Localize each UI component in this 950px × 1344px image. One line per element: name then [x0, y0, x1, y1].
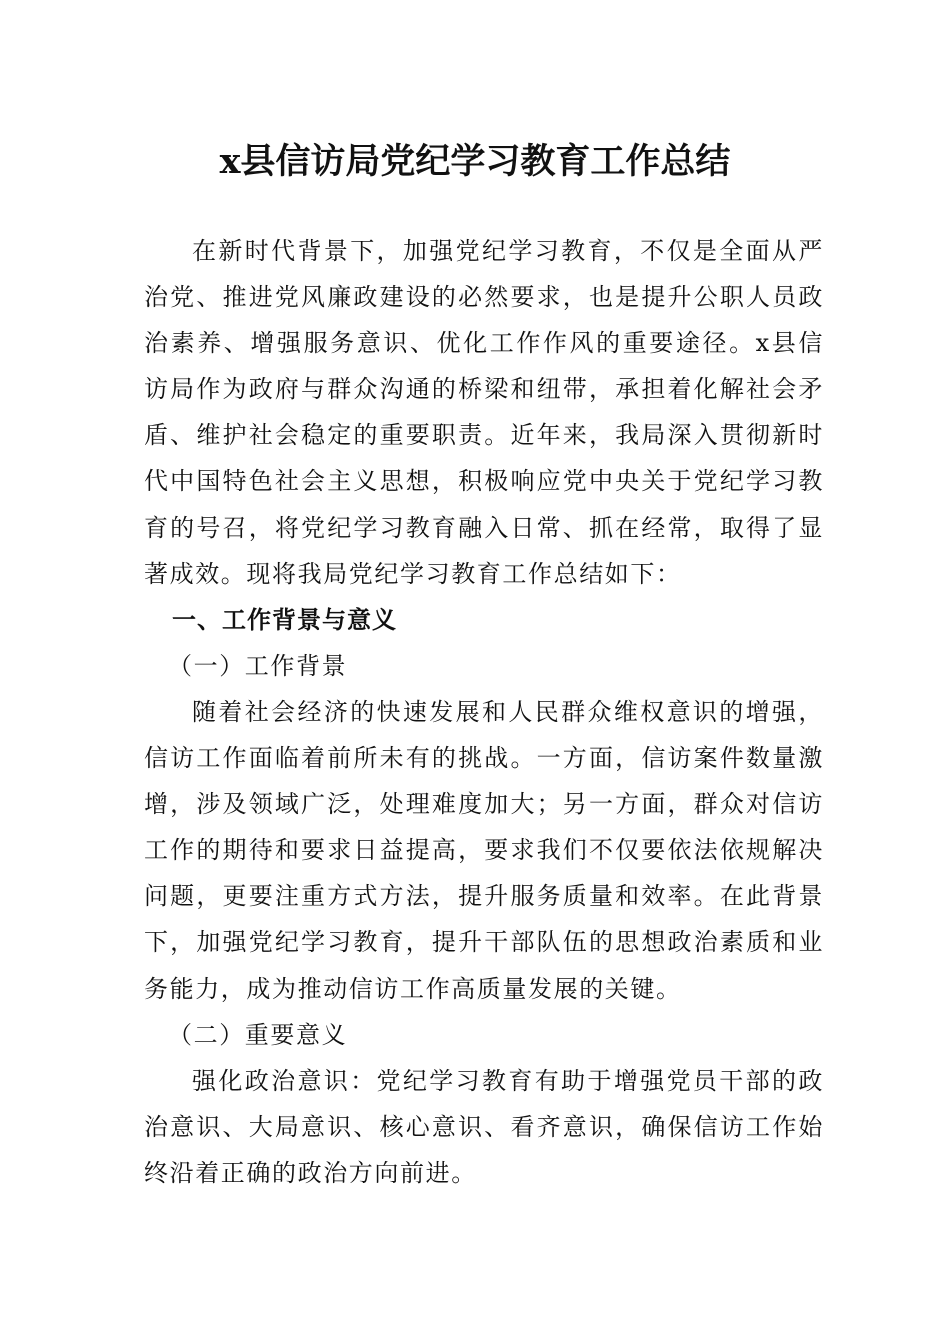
significance-paragraph: 强化政治意识：党纪学习教育有助于增强党员干部的政治意识、大局意识、核心意识、看齐意识，确保信访工作始终沿着正确的政治方向前进。: [144, 1066, 824, 1187]
document-title: x县信访局党纪学习教育工作总结: [219, 141, 731, 182]
subsection-heading-significance: （二）重要意义: [168, 1020, 348, 1049]
document-body: [144, 228, 824, 1196]
subsection-heading-background: （一）工作背景: [168, 651, 348, 680]
intro-paragraph: 在新时代背景下，加强党纪学习教育，不仅是全面从严治党、推进党风廉政建设的必然要求，也是提升公职人员政治素养、增强服务意识、优化工作作风的重要途径。x县信访局作为政府与群众沟通的桥梁和纽带，承担着化解社会矛盾、维护社会稳定的重要职责。近年来，我局深入贯彻新时代中国特色社会主义思想，积极响应党中央关于党纪学习教育的号召，将党纪学习教育融入日常、抓在经常，取得了显著成效。现将我局党纪学习教育工作总结如下：: [144, 237, 824, 588]
background-paragraph: 随着社会经济的快速发展和人民群众维权意识的增强，信访工作面临着前所未有的挑战。一方面，信访案件数量激增，涉及领域广泛，处理难度加大；另一方面，群众对信访工作的期待和要求日益提高，要求我们不仅要依法依规解决问题，更要注重方式方法，提升服务质量和效率。在此背景下，加强党纪学习教育，提升干部队伍的思想政治素质和业务能力，成为推动信访工作高质量发展的关键。: [144, 697, 824, 1003]
section-heading-background: 一、工作背景与意义: [172, 605, 397, 634]
